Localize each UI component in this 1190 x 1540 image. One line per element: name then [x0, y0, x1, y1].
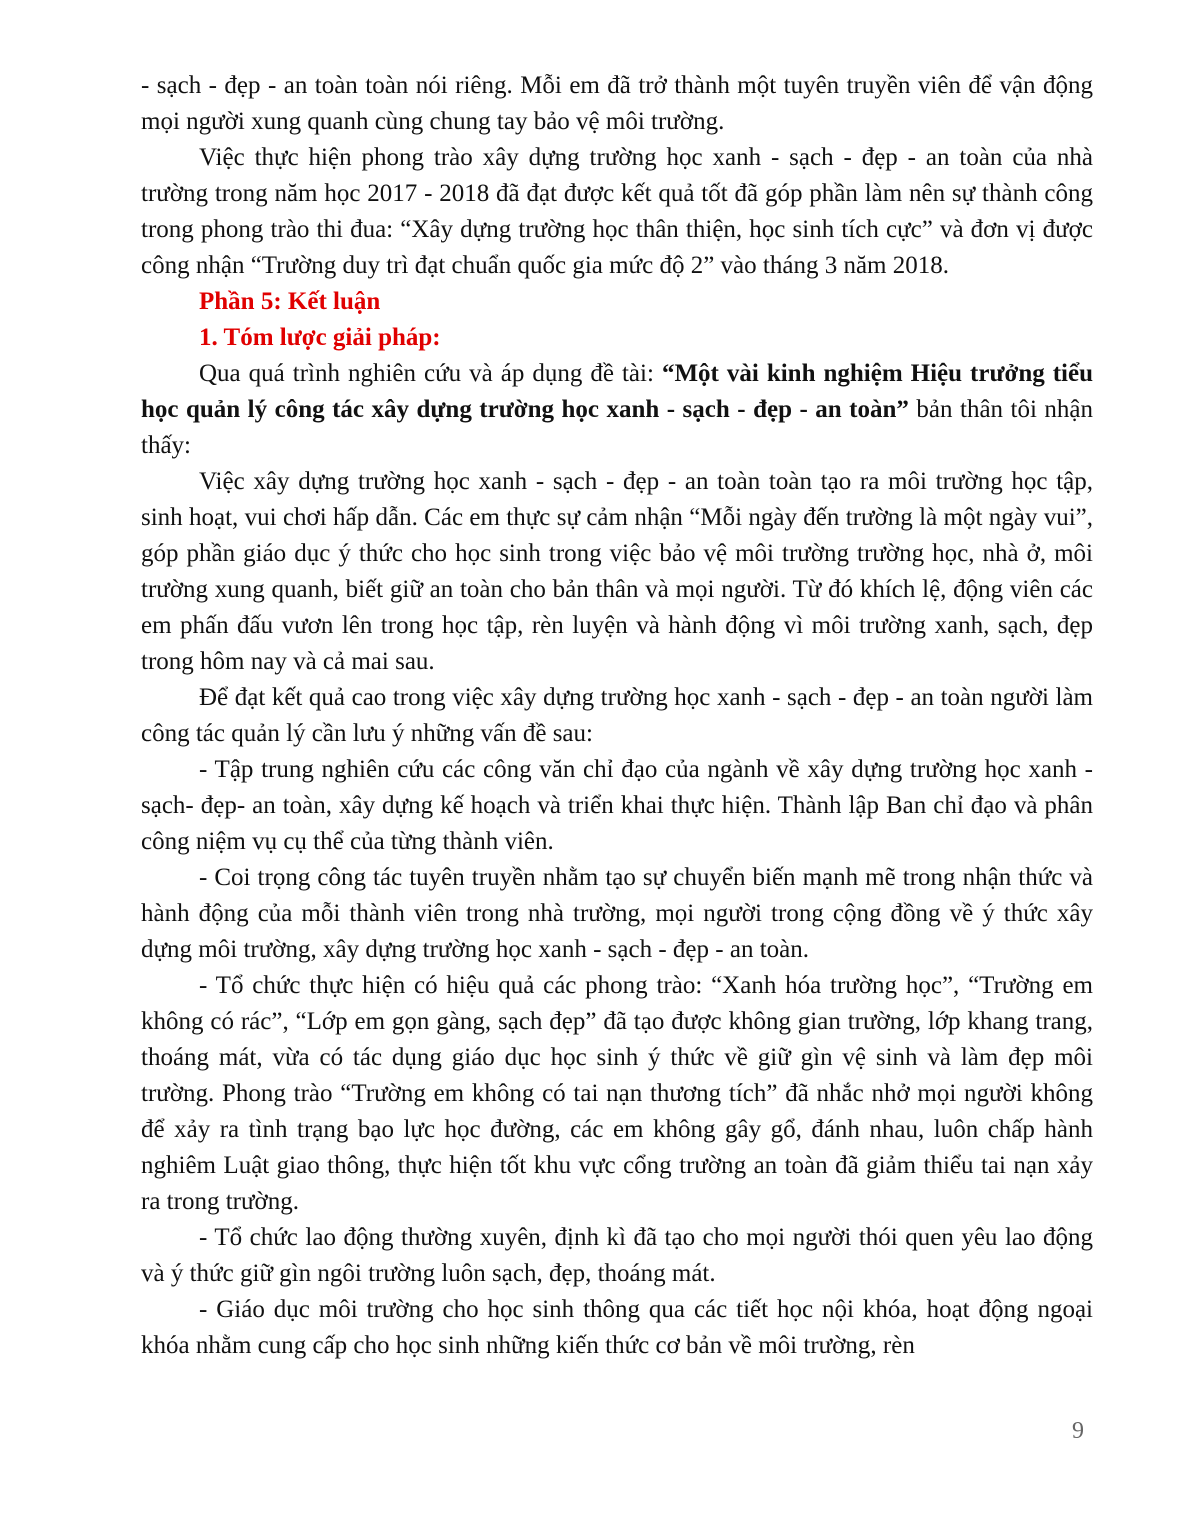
paragraph-research-intro: [141, 356, 1093, 464]
document-body: [141, 68, 1093, 1364]
paragraph-continuation: - sạch - đẹp - an toàn toàn nói riêng. Mỗi em đã trở thành một tuyên truyền viên để vận động mọi người xung quanh cùng chung tay bảo vệ môi trường.: [141, 72, 1093, 135]
bullet-labor: - Tổ chức lao động thường xuyên, định kì đã tạo cho mọi người thói quen yêu lao động và ý thức giữ gìn ngôi trường luôn sạch, đẹp, thoáng mát.: [141, 1224, 1093, 1287]
subsection-heading-summary: 1. Tóm lược giải pháp:: [199, 324, 441, 351]
paragraph-notes-intro: Để đạt kết quả cao trong việc xây dựng trường học xanh - sạch - đẹp - an toàn người làm công tác quản lý cần lưu ý những vấn đề sau:: [141, 684, 1093, 747]
bullet-environment-education: - Giáo dục môi trường cho học sinh thông qua các tiết học nội khóa, hoạt động ngoại khóa nhằm cung cấp cho học sinh những kiến thức cơ bản về môi trường, rèn: [141, 1296, 1093, 1359]
intro-tail-text: bản thân tôi nhận thấy:: [141, 396, 1093, 459]
page-number: 9: [1072, 1418, 1084, 1444]
paragraph-benefits: Việc xây dựng trường học xanh - sạch - đẹp - an toàn toàn tạo ra môi trường học tập, sinh hoạt, vui chơi hấp dẫn. Các em thực sự cảm nhận “Mỗi ngày đến trường là một ngày vui”, góp phần giáo dục ý thức cho học sinh trong việc bảo vệ môi trường trường học, nhà ở, môi trường xung quanh, biết giữ an toàn cho bản thân và mọi người. Từ đó khích lệ, động viên các em phấn đấu vươn lên trong học tập, rèn luyện và hành động vì môi trường xanh, sạch, đẹp trong hôm nay và cả mai sau.: [141, 468, 1093, 675]
bullet-movements: - Tổ chức thực hiện có hiệu quả các phong trào: “Xanh hóa trường học”, “Trường em không có rác”, “Lớp em gọn gàng, sạch đẹp” đã tạo được không gian trường, lớp khang trang, thoáng mát, vừa có tác dụng giáo dục học sinh ý thức về giữ gìn vệ sinh và làm đẹp môi trường. Phong trào “Trường em không có tai nạn thương tích” đã nhắc nhở mọi người không để xảy ra tình trạng bạo lực học đường, các em không gây gổ, đánh nhau, luôn chấp hành nghiêm Luật giao thông, thực hiện tốt khu vực cổng trường an toàn đã giảm thiểu tai nạn xảy ra trong trường.: [141, 972, 1093, 1215]
topic-title-bold: “Một vài kinh nghiệm Hiệu trưởng tiểu học quản lý công tác xây dựng trường học xanh - sạch - đẹp - an toàn”: [141, 360, 1093, 423]
paragraph-results: Việc thực hiện phong trào xây dựng trường học xanh - sạch - đẹp - an toàn của nhà trường trong năm học 2017 - 2018 đã đạt được kết quả tốt đã góp phần làm nên sự thành công trong phong trào thi đua: “Xây dựng trường học thân thiện, học sinh tích cực” và đơn vị được công nhận “Trường duy trì đạt chuẩn quốc gia mức độ 2” vào tháng 3 năm 2018.: [141, 144, 1093, 279]
bullet-propaganda: - Coi trọng công tác tuyên truyền nhằm tạo sự chuyển biến mạnh mẽ trong nhận thức và hành động của mỗi thành viên trong nhà trường, mọi người trong cộng đồng về ý thức xây dựng môi trường, xây dựng trường học xanh - sạch - đẹp - an toàn.: [141, 864, 1093, 963]
bullet-research-plan: - Tập trung nghiên cứu các công văn chỉ đạo của ngành về xây dựng trường học xanh - sạch- đẹp- an toàn, xây dựng kế hoạch và triển khai thực hiện. Thành lập Ban chỉ đạo và phân công niệm vụ cụ thể của từng thành viên.: [141, 756, 1093, 855]
section-heading-part5: Phần 5: Kết luận: [199, 288, 381, 315]
intro-text: Qua quá trình nghiên cứu và áp dụng đề tài:: [199, 360, 662, 387]
